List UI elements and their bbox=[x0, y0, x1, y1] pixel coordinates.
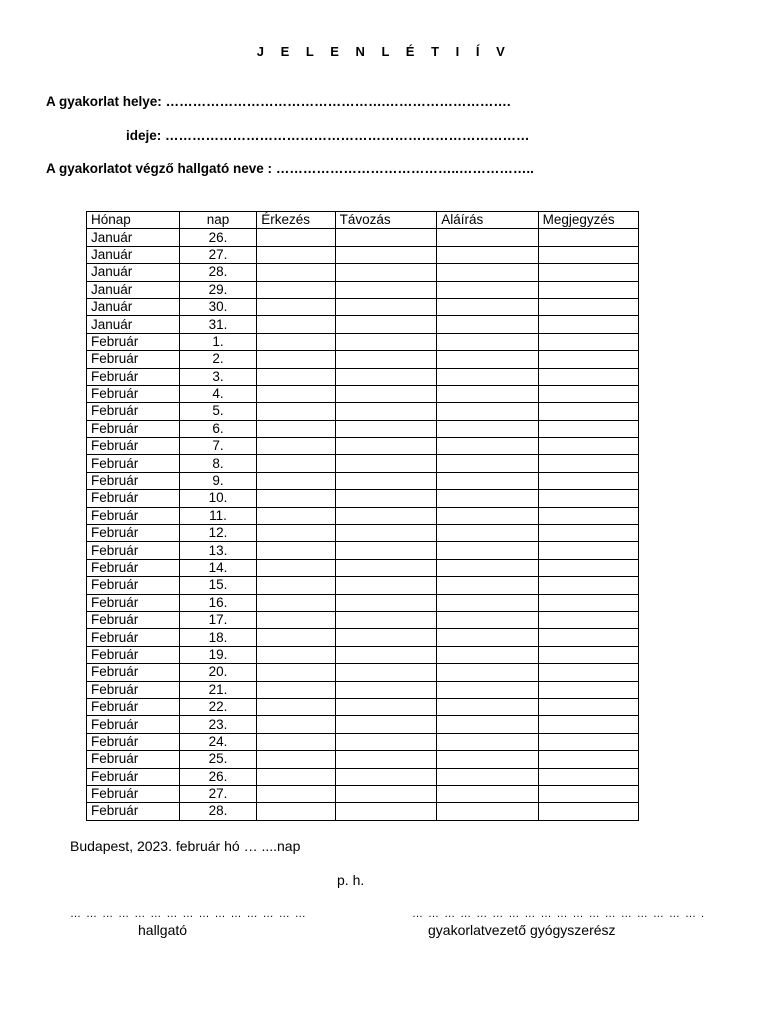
table-row bbox=[87, 525, 639, 542]
cell-note bbox=[538, 698, 638, 715]
table-row bbox=[87, 438, 639, 455]
cell-departure bbox=[335, 298, 437, 315]
table-row bbox=[87, 298, 639, 315]
cell-month: Február bbox=[87, 333, 180, 350]
cell-signature bbox=[437, 490, 538, 507]
cell-signature bbox=[437, 681, 538, 698]
cell-note bbox=[538, 716, 638, 733]
cell-departure bbox=[335, 281, 437, 298]
cell-note bbox=[538, 542, 638, 559]
cell-day: 17. bbox=[179, 611, 256, 628]
cell-arrival bbox=[257, 681, 335, 698]
attendance-table bbox=[86, 211, 639, 821]
cell-day: 21. bbox=[179, 681, 256, 698]
cell-day: 25. bbox=[179, 751, 256, 768]
cell-departure bbox=[335, 594, 437, 611]
cell-signature bbox=[437, 611, 538, 628]
cell-day: 6. bbox=[179, 420, 256, 437]
cell-departure bbox=[335, 525, 437, 542]
cell-month: Február bbox=[87, 455, 180, 472]
cell-arrival bbox=[257, 646, 335, 663]
cell-departure bbox=[335, 403, 437, 420]
cell-note bbox=[538, 594, 638, 611]
cell-month: Február bbox=[87, 646, 180, 663]
cell-arrival bbox=[257, 629, 335, 646]
cell-arrival bbox=[257, 229, 335, 246]
cell-month: Február bbox=[87, 577, 180, 594]
cell-month: Február bbox=[87, 803, 180, 820]
cell-arrival bbox=[257, 611, 335, 628]
cell-note bbox=[538, 646, 638, 663]
cell-arrival bbox=[257, 698, 335, 715]
cell-note bbox=[538, 229, 638, 246]
cell-arrival bbox=[257, 803, 335, 820]
cell-month: Január bbox=[87, 264, 180, 281]
cell-signature bbox=[437, 420, 538, 437]
cell-departure bbox=[335, 785, 437, 802]
cell-signature bbox=[437, 751, 538, 768]
cell-month: Január bbox=[87, 281, 180, 298]
cell-arrival bbox=[257, 246, 335, 263]
cell-departure bbox=[335, 716, 437, 733]
cell-day: 10. bbox=[179, 490, 256, 507]
cell-arrival bbox=[257, 664, 335, 681]
cell-signature bbox=[437, 264, 538, 281]
cell-signature bbox=[437, 542, 538, 559]
cell-month: Február bbox=[87, 490, 180, 507]
cell-day: 12. bbox=[179, 525, 256, 542]
cell-departure bbox=[335, 368, 437, 385]
table-row bbox=[87, 455, 639, 472]
cell-signature bbox=[437, 525, 538, 542]
cell-signature bbox=[437, 438, 538, 455]
cell-arrival bbox=[257, 298, 335, 315]
cell-day: 13. bbox=[179, 542, 256, 559]
cell-note bbox=[538, 298, 638, 315]
cell-signature bbox=[437, 316, 538, 333]
cell-note bbox=[538, 577, 638, 594]
table-row bbox=[87, 716, 639, 733]
cell-departure bbox=[335, 681, 437, 698]
cell-month: Február bbox=[87, 733, 180, 750]
cell-day: 26. bbox=[179, 229, 256, 246]
cell-departure bbox=[335, 385, 437, 402]
cell-arrival bbox=[257, 438, 335, 455]
cell-note bbox=[538, 472, 638, 489]
cell-arrival bbox=[257, 368, 335, 385]
table-row bbox=[87, 611, 639, 628]
cell-month: Február bbox=[87, 698, 180, 715]
field-place-label: A gyakorlat helye: bbox=[46, 94, 162, 109]
cell-day: 3. bbox=[179, 368, 256, 385]
cell-signature bbox=[437, 403, 538, 420]
cell-departure bbox=[335, 351, 437, 368]
header-arrival: Érkezés bbox=[257, 212, 335, 229]
cell-departure bbox=[335, 455, 437, 472]
cell-arrival bbox=[257, 768, 335, 785]
cell-note bbox=[538, 559, 638, 576]
table-row bbox=[87, 698, 639, 715]
field-time bbox=[126, 128, 530, 143]
table-row bbox=[87, 594, 639, 611]
cell-note bbox=[538, 751, 638, 768]
cell-arrival bbox=[257, 472, 335, 489]
field-place-dots: ………………………………………….………………………. bbox=[165, 94, 511, 109]
cell-month: Január bbox=[87, 298, 180, 315]
cell-month: Február bbox=[87, 611, 180, 628]
cell-departure bbox=[335, 559, 437, 576]
cell-signature bbox=[437, 577, 538, 594]
cell-month: Február bbox=[87, 559, 180, 576]
cell-arrival bbox=[257, 751, 335, 768]
cell-note bbox=[538, 385, 638, 402]
stamp-placeholder: p. h. bbox=[337, 872, 365, 888]
header-departure: Távozás bbox=[335, 212, 437, 229]
cell-note bbox=[538, 316, 638, 333]
table-row bbox=[87, 768, 639, 785]
cell-month: Február bbox=[87, 403, 180, 420]
cell-signature bbox=[437, 559, 538, 576]
table-row bbox=[87, 368, 639, 385]
table-row bbox=[87, 803, 639, 820]
table-row bbox=[87, 577, 639, 594]
cell-month: Február bbox=[87, 768, 180, 785]
cell-note bbox=[538, 733, 638, 750]
table-row bbox=[87, 403, 639, 420]
cell-month: Február bbox=[87, 542, 180, 559]
table-row bbox=[87, 785, 639, 802]
table-row bbox=[87, 507, 639, 524]
place-date: Budapest, 2023. február hó … ....nap bbox=[70, 838, 301, 854]
cell-day: 9. bbox=[179, 472, 256, 489]
table-row bbox=[87, 351, 639, 368]
field-student-label: A gyakorlatot végző hallgató neve : bbox=[46, 161, 273, 176]
cell-month: Február bbox=[87, 664, 180, 681]
cell-arrival bbox=[257, 559, 335, 576]
header-month: Hónap bbox=[87, 212, 180, 229]
cell-day: 27. bbox=[179, 246, 256, 263]
cell-day: 19. bbox=[179, 646, 256, 663]
cell-month: Február bbox=[87, 594, 180, 611]
table-row bbox=[87, 664, 639, 681]
field-student bbox=[46, 161, 534, 176]
cell-day: 20. bbox=[179, 664, 256, 681]
cell-arrival bbox=[257, 351, 335, 368]
cell-arrival bbox=[257, 264, 335, 281]
cell-departure bbox=[335, 472, 437, 489]
cell-signature bbox=[437, 733, 538, 750]
cell-month: Február bbox=[87, 507, 180, 524]
field-place bbox=[46, 94, 511, 109]
cell-day: 2. bbox=[179, 351, 256, 368]
cell-arrival bbox=[257, 733, 335, 750]
cell-day: 4. bbox=[179, 385, 256, 402]
cell-day: 16. bbox=[179, 594, 256, 611]
cell-signature bbox=[437, 298, 538, 315]
table-row bbox=[87, 751, 639, 768]
cell-signature bbox=[437, 281, 538, 298]
cell-signature bbox=[437, 785, 538, 802]
cell-month: Február bbox=[87, 472, 180, 489]
table-row bbox=[87, 281, 639, 298]
cell-signature bbox=[437, 768, 538, 785]
cell-day: 8. bbox=[179, 455, 256, 472]
cell-month: Február bbox=[87, 351, 180, 368]
cell-note bbox=[538, 803, 638, 820]
cell-month: Február bbox=[87, 438, 180, 455]
cell-departure bbox=[335, 803, 437, 820]
cell-day: 5. bbox=[179, 403, 256, 420]
cell-month: Január bbox=[87, 229, 180, 246]
cell-arrival bbox=[257, 403, 335, 420]
cell-note bbox=[538, 246, 638, 263]
cell-month: Február bbox=[87, 385, 180, 402]
cell-day: 30. bbox=[179, 298, 256, 315]
cell-signature bbox=[437, 507, 538, 524]
header-day: nap bbox=[179, 212, 256, 229]
cell-arrival bbox=[257, 420, 335, 437]
cell-departure bbox=[335, 768, 437, 785]
cell-month: Január bbox=[87, 246, 180, 263]
cell-departure bbox=[335, 733, 437, 750]
signature-label-student: hallgató bbox=[138, 922, 188, 938]
cell-signature bbox=[437, 368, 538, 385]
signature-line-student: … … … … … … … … … … … … … … … bbox=[70, 908, 307, 920]
cell-signature bbox=[437, 698, 538, 715]
table-row bbox=[87, 490, 639, 507]
cell-departure bbox=[335, 507, 437, 524]
cell-day: 7. bbox=[179, 438, 256, 455]
cell-signature bbox=[437, 716, 538, 733]
cell-note bbox=[538, 368, 638, 385]
cell-arrival bbox=[257, 385, 335, 402]
cell-departure bbox=[335, 246, 437, 263]
cell-day: 14. bbox=[179, 559, 256, 576]
cell-departure bbox=[335, 438, 437, 455]
cell-month: Február bbox=[87, 785, 180, 802]
cell-arrival bbox=[257, 716, 335, 733]
cell-day: 31. bbox=[179, 316, 256, 333]
field-student-dots: …………………………………..…………….. bbox=[275, 161, 534, 176]
cell-day: 27. bbox=[179, 785, 256, 802]
cell-arrival bbox=[257, 455, 335, 472]
cell-note bbox=[538, 455, 638, 472]
cell-note bbox=[538, 420, 638, 437]
cell-month: Február bbox=[87, 420, 180, 437]
cell-day: 11. bbox=[179, 507, 256, 524]
cell-note bbox=[538, 611, 638, 628]
cell-signature bbox=[437, 594, 538, 611]
cell-note bbox=[538, 525, 638, 542]
cell-departure bbox=[335, 542, 437, 559]
cell-arrival bbox=[257, 281, 335, 298]
cell-departure bbox=[335, 229, 437, 246]
cell-note bbox=[538, 785, 638, 802]
cell-arrival bbox=[257, 333, 335, 350]
table-row bbox=[87, 316, 639, 333]
cell-month: Február bbox=[87, 751, 180, 768]
cell-departure bbox=[335, 490, 437, 507]
cell-month: Február bbox=[87, 716, 180, 733]
table-row bbox=[87, 646, 639, 663]
cell-arrival bbox=[257, 785, 335, 802]
table-row bbox=[87, 629, 639, 646]
table-row bbox=[87, 559, 639, 576]
field-time-label: ideje: bbox=[126, 128, 162, 143]
cell-signature bbox=[437, 472, 538, 489]
cell-day: 22. bbox=[179, 698, 256, 715]
signature-label-supervisor: gyakorlatvezető gyógyszerész bbox=[428, 922, 616, 938]
table-row bbox=[87, 420, 639, 437]
table-row bbox=[87, 246, 639, 263]
cell-signature bbox=[437, 803, 538, 820]
cell-note bbox=[538, 403, 638, 420]
cell-signature bbox=[437, 664, 538, 681]
cell-note bbox=[538, 629, 638, 646]
cell-day: 24. bbox=[179, 733, 256, 750]
cell-arrival bbox=[257, 525, 335, 542]
header-signature: Aláírás bbox=[437, 212, 538, 229]
cell-signature bbox=[437, 629, 538, 646]
cell-note bbox=[538, 333, 638, 350]
cell-note bbox=[538, 438, 638, 455]
cell-signature bbox=[437, 385, 538, 402]
cell-day: 28. bbox=[179, 803, 256, 820]
cell-note bbox=[538, 664, 638, 681]
cell-departure bbox=[335, 316, 437, 333]
cell-note bbox=[538, 351, 638, 368]
cell-departure bbox=[335, 629, 437, 646]
cell-day: 23. bbox=[179, 716, 256, 733]
cell-arrival bbox=[257, 507, 335, 524]
cell-arrival bbox=[257, 490, 335, 507]
cell-note bbox=[538, 507, 638, 524]
cell-day: 1. bbox=[179, 333, 256, 350]
table-header-row bbox=[87, 212, 639, 229]
cell-departure bbox=[335, 611, 437, 628]
cell-note bbox=[538, 281, 638, 298]
cell-month: Február bbox=[87, 368, 180, 385]
cell-day: 26. bbox=[179, 768, 256, 785]
cell-departure bbox=[335, 664, 437, 681]
cell-month: Február bbox=[87, 629, 180, 646]
table-row bbox=[87, 472, 639, 489]
cell-note bbox=[538, 681, 638, 698]
cell-day: 15. bbox=[179, 577, 256, 594]
cell-signature bbox=[437, 351, 538, 368]
table-row bbox=[87, 333, 639, 350]
table-row bbox=[87, 385, 639, 402]
cell-departure bbox=[335, 420, 437, 437]
cell-day: 18. bbox=[179, 629, 256, 646]
cell-note bbox=[538, 490, 638, 507]
cell-signature bbox=[437, 455, 538, 472]
cell-arrival bbox=[257, 577, 335, 594]
cell-departure bbox=[335, 333, 437, 350]
table-row bbox=[87, 264, 639, 281]
cell-day: 28. bbox=[179, 264, 256, 281]
cell-note bbox=[538, 768, 638, 785]
page-title: J E L E N L É T I Í V bbox=[256, 44, 512, 59]
cell-departure bbox=[335, 577, 437, 594]
cell-month: Február bbox=[87, 525, 180, 542]
cell-departure bbox=[335, 264, 437, 281]
cell-departure bbox=[335, 698, 437, 715]
cell-signature bbox=[437, 246, 538, 263]
cell-signature bbox=[437, 229, 538, 246]
signature-line-supervisor: … … … … … … … … … … … … … … … … … … . bbox=[412, 908, 706, 920]
cell-month: Január bbox=[87, 316, 180, 333]
cell-note bbox=[538, 264, 638, 281]
cell-arrival bbox=[257, 316, 335, 333]
header-note: Megjegyzés bbox=[538, 212, 638, 229]
cell-day: 29. bbox=[179, 281, 256, 298]
cell-signature bbox=[437, 333, 538, 350]
table-row bbox=[87, 229, 639, 246]
cell-month: Február bbox=[87, 681, 180, 698]
field-time-dots: ……………………………………………………………………… bbox=[165, 128, 530, 143]
table-row bbox=[87, 681, 639, 698]
table-row bbox=[87, 542, 639, 559]
cell-signature bbox=[437, 646, 538, 663]
table-row bbox=[87, 733, 639, 750]
attendance-table-body bbox=[87, 229, 639, 820]
cell-departure bbox=[335, 751, 437, 768]
cell-arrival bbox=[257, 542, 335, 559]
cell-departure bbox=[335, 646, 437, 663]
cell-arrival bbox=[257, 594, 335, 611]
